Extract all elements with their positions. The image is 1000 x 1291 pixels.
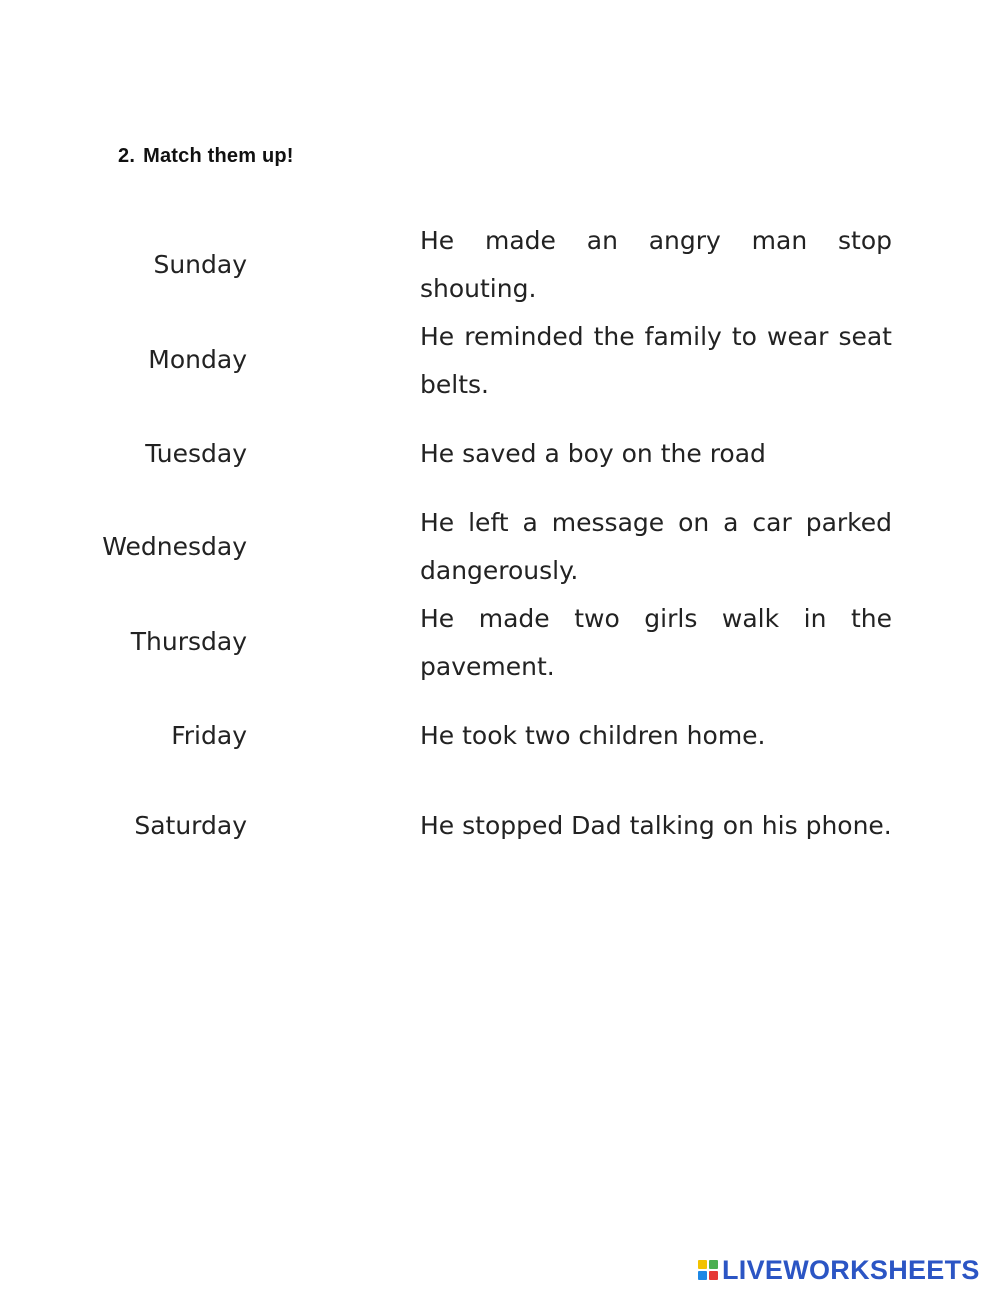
day-label-saturday: Saturday bbox=[134, 811, 247, 840]
liveworksheets-logo-mark-icon bbox=[698, 1260, 718, 1280]
day-label-friday: Friday bbox=[171, 721, 247, 750]
day-label-tuesday: Tuesday bbox=[145, 439, 247, 468]
description-3: He saved a boy on the road bbox=[420, 439, 766, 468]
description-6: He took two children home. bbox=[420, 721, 766, 750]
description-4: He left a message on a car parked dangerously. bbox=[420, 508, 892, 585]
description-1: He made an angry man stop shouting. bbox=[420, 226, 892, 303]
description-5: He made two girls walk in the pavement. bbox=[420, 604, 892, 681]
logo-square-red bbox=[709, 1271, 718, 1280]
day-label-wednesday: Wednesday bbox=[102, 532, 247, 561]
logo-square-green bbox=[709, 1260, 718, 1269]
exercise-heading bbox=[118, 145, 294, 168]
description-7: He stopped Dad talking on his phone. bbox=[420, 811, 892, 840]
description-2: He reminded the family to wear seat belts. bbox=[420, 322, 892, 399]
day-label-monday: Monday bbox=[148, 345, 247, 374]
liveworksheets-logo bbox=[698, 1255, 980, 1285]
exercise-title: Match them up! bbox=[143, 145, 294, 167]
day-label-thursday: Thursday bbox=[130, 627, 247, 656]
logo-square-yellow bbox=[698, 1260, 707, 1269]
day-label-sunday: Sunday bbox=[153, 250, 247, 279]
logo-square-blue bbox=[698, 1271, 707, 1280]
exercise-number: 2. bbox=[118, 145, 136, 167]
liveworksheets-logo-text: LIVEWORKSHEETS bbox=[722, 1255, 980, 1285]
